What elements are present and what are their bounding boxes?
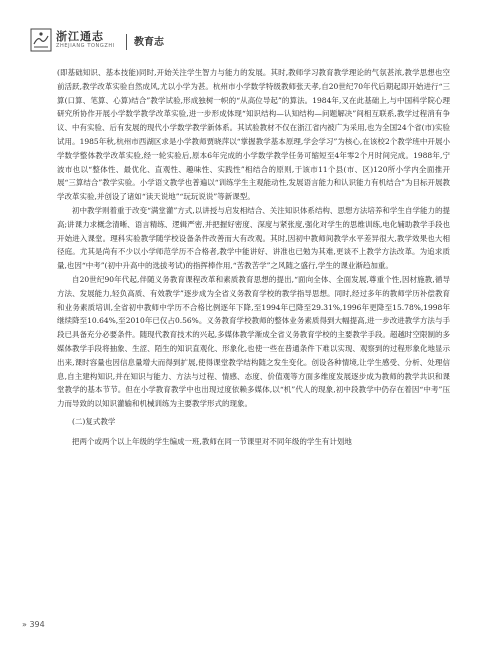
page-number-marker: »: [22, 620, 27, 629]
brand-subtitle: ZHEJIANG TONGZHI: [56, 43, 115, 49]
section-title: 教育志: [134, 37, 164, 48]
running-header: [30, 28, 450, 58]
paragraph-2: 初中教学则着重于改变“满堂灌”方式,以讲授与启发相结合、关注知识体系结构、思想方法培养和学生自学能力的提高;讲课力求概念清晰、语言精练、逻辑严密,并把握好密度、深度与紧张度,强化对学生的思维训练,电化辅助教学手段也开始进入课堂。理科实验教学随学校设备条件改善而大有改观。其时,因初中教师间教学水平差异很大,教学效果也大相径庭。尤其是尚有不少以小学师范学历不合格者,教学中能讲好、讲准也已勉为其难,更谈不上教学方法改革。为追求质量,也因“中考”(初中升高中的选拔考试)的指挥棒作用,“苦教苦学”之风随之盛行,学生的课业渐趋加重。: [57, 205, 450, 271]
page-number: [22, 620, 45, 629]
zhejiang-tongzhi-logo-icon: [30, 28, 52, 52]
brand: [56, 30, 115, 50]
paragraph-4: 把两个或两个以上年级的学生编成一班,教师在同一节课里对不同年级的学生有计划地: [72, 436, 352, 446]
page-body: [57, 66, 450, 449]
page-number-value: 394: [29, 620, 45, 629]
header-divider: [126, 34, 127, 50]
paragraph-1: (即基础知识、基本技能)同时,开始关注学生智力与能力的发展。其时,教师学习教育教学理论的气氛甚浓,教学思想也空前活跃,教学改革实验自然成风,尤以小学为甚。杭州市小学数学特级教师张天孝,自20世纪70年代后期起即开始进行“三算(口算、笔算、心算)结合”教学试验,形成独树一帜的“从高位导起”的算法。1984年,又在此基础上,与中国科学院心理研究所协作开展小学数学教学改革实验,进一步形成体现“知识结构—认知结构—问题解决”间相互联系,教学过程消有争议、中有实验、后有发展的现代小学数学教学新体系。其试验教材不仅在浙江省内被广为采用,也为全国24个省(市)实验试用。1985年秋,杭州市西湖区求是小学教师贾晓萍以“掌握教学基本原理,学会学习”为核心,在该校2个教学班中开展小学数学整体教学改革实验,经一轮实验后,原本6年完成的小学数学教学任务可缩短至4年零2个月时间完成。1988年,宁波市也以“整体性、最优化、直观性、趣味性、实践性”相结合的原则,于该市11个县(市、区)120所小学内全面推开展“三算结合”教学实验。小学语文教学也普遍以“训练学生主观能动性,发展语言能力和认识能力有机结合”为目标开展教学改革实验,并创设了诸如“读天说地”“玩玩说说”等新课型。: [57, 68, 450, 202]
paragraph-3: 自20世纪90年代起,伴随义务教育课程改革和素质教育思想的提出,“面向全体、全面发展,尊重个性,因材施教,循导方法、发展能力,轻负高质、有效教学”逐步成为全省义务教育学校的教学指导思想。同时,经过多年的教师学历补偿教育和业务素质培训,全省初中教师中学历不合格比例逐年下降,至1994年已降至29.31%,1996年更降至15.78%,1998年继续降至10.64%,至2010年已仅占0.56%。义务教育学校教师的整体业务素质得到大幅提高,进一步改进教学方法与手段已具备充分必要条件。随现代教育技术的兴起,多媒体教学渐成全省义务教育学校的主要教学手段。超越时空限制的多媒体教学手段将抽象、生涩、陌生的知识直观化、形象化,也使一些在普通条件下难以实现、观察到的过程形象化地显示出来,课时容量也因信息量增大而得到扩展,使得课堂教学结构随之发生变化。创设各种情境,让学生感受、分析、处理信息,自主建构知识,并在知识与能力、方法与过程、情感、态度、价值观等方面多维度发展逐步成为教师的教学共识和课堂教学的基本节节。但在小学教育教学中也出现过度依赖多媒体,以“机”代人的现象,初中段教学中仍存在着因“中考”压力而导致的以知识灌输和机械训练为主要教学形式的现象。: [57, 274, 450, 409]
brand-title: 浙江通志: [56, 30, 104, 43]
subheading: (二)复式教学: [72, 416, 116, 426]
